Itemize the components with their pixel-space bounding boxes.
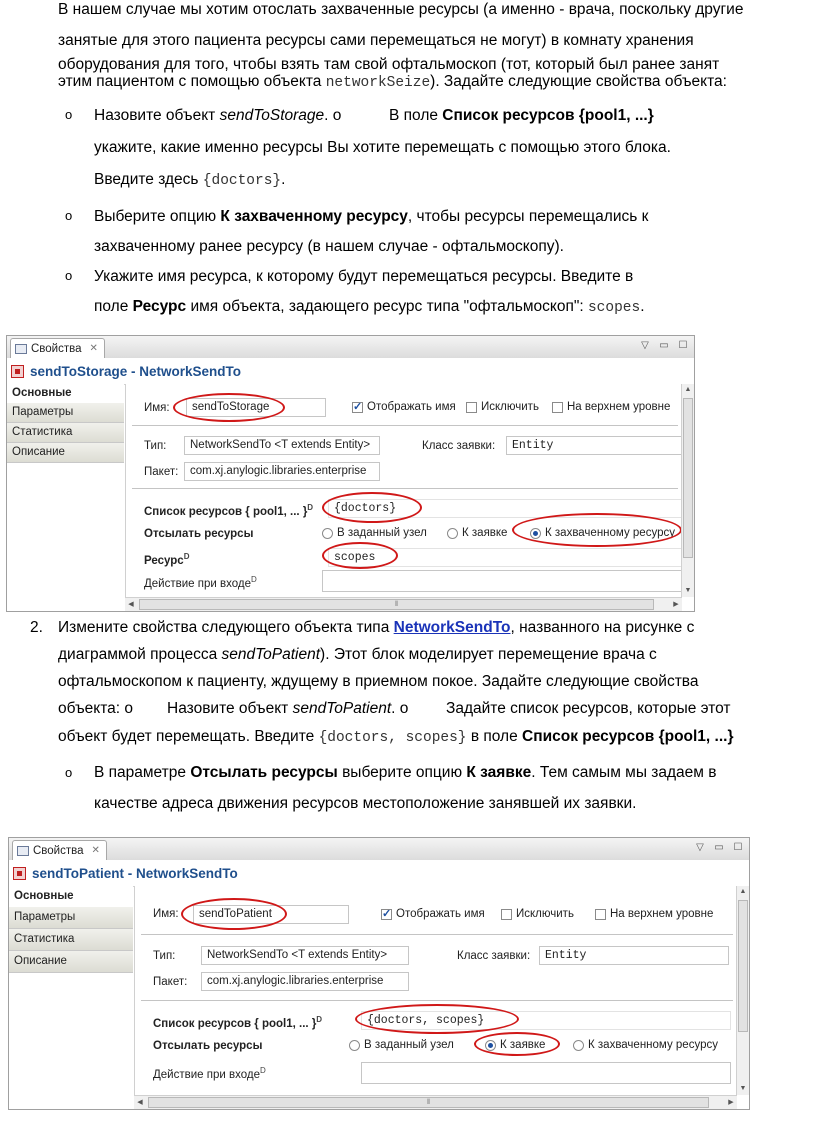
class-label: Класс заявки: [422, 440, 496, 452]
panel-main [125, 384, 682, 597]
code-doctors-scopes: {doctors, scopes} [318, 730, 467, 746]
b1-line2: укажите, какие именно ресурсы Вы хотите перемещать с помощью этого блока. [94, 139, 671, 156]
package-label: Пакет: [153, 976, 188, 988]
b1-post: . o [324, 107, 342, 124]
networksendto-link[interactable]: NetworkSendTo [393, 619, 511, 636]
panel-tabbar [9, 838, 749, 861]
s2-l1-pre: Измените свойства следующего объекта типа [58, 619, 394, 636]
sidebar-item-stats[interactable]: Статистика [9, 929, 133, 951]
scroll-right-icon[interactable]: ▶ [728, 1099, 734, 1106]
section-2-bullet-line-2 [94, 788, 636, 819]
highlight-oval-seized-resource [512, 513, 682, 547]
class-label: Класс заявки: [457, 950, 531, 962]
bullet-2-line-2 [94, 231, 564, 262]
bullet-marker-2: o [65, 208, 73, 223]
scroll-left-icon[interactable]: ◀ [137, 1099, 143, 1106]
s2-l4-post: . o [391, 700, 409, 717]
s2-l5-pre: объект будет перемещать. Введите [58, 728, 319, 745]
radio-to-seized-resource-label: К захваченному ресурсу [588, 1039, 718, 1051]
bullet-2-line-1 [94, 201, 648, 232]
radio-to-entity-label: К заявке [462, 527, 508, 539]
exclude-check[interactable] [501, 909, 512, 920]
block-icon [13, 867, 26, 880]
bullet-3-line-1 [94, 261, 633, 292]
send-resources-label: Отсылать ресурсы [144, 528, 254, 540]
b2-pre: Выберите опцию [94, 208, 221, 225]
resource-list-label-text: Список ресурсов { pool1, ... } [144, 505, 308, 518]
s2-b-bold1: Отсылать ресурсы [190, 764, 338, 781]
panel-sidebar [9, 886, 133, 1095]
s2-l4-mid: Назовите объект [167, 700, 293, 717]
highlight-oval-resource-list [355, 1004, 519, 1034]
dynamic-marker: D [307, 503, 314, 512]
radio-to-seized-resource[interactable] [573, 1039, 718, 1051]
on-enter-label [153, 1066, 266, 1081]
radio-to-entity-label: К заявке [500, 1039, 546, 1051]
s2-b-bold2: К заявке [466, 764, 532, 781]
s2-l2-name: sendToPatient [221, 646, 321, 663]
scroll-thumb[interactable]: ⦀ [139, 599, 654, 610]
scroll-thumb[interactable]: ⦀ [148, 1097, 709, 1108]
send-resources-label: Отсылать ресурсы [153, 1040, 263, 1052]
section-2-line-4a [58, 693, 133, 724]
b2-bold: К захваченному ресурсу [220, 208, 408, 225]
vertical-scrollbar[interactable] [736, 886, 749, 1095]
bullet-3-line-2 [94, 291, 645, 324]
name-field[interactable]: sendToPatient [193, 905, 349, 924]
on-enter-label [144, 575, 257, 590]
horizontal-scrollbar[interactable] [134, 1095, 737, 1109]
package-label: Пакет: [144, 466, 179, 478]
intro-line-4 [58, 66, 727, 99]
resource-label-text: Ресурс [144, 554, 184, 567]
exclude-check[interactable] [466, 402, 477, 413]
code-doctors: {doctors} [202, 173, 282, 189]
highlight-oval-resource-list [322, 492, 422, 523]
scroll-up-icon[interactable]: ▲ [739, 888, 747, 895]
maximize-icon[interactable]: ☐ [678, 339, 688, 351]
sidebar-item-main[interactable]: Основные [7, 384, 124, 403]
bullet-1-line-3 [94, 164, 285, 197]
intro-text-4b: ). Задайте следующие свойства объекта: [430, 73, 727, 90]
b1-pre: Назовите объект [94, 107, 220, 124]
scroll-down-icon[interactable]: ▼ [684, 587, 692, 594]
type-field: NetworkSendTo <T extends Entity> [184, 436, 380, 455]
top-level-check[interactable] [552, 402, 563, 413]
highlight-oval-resource [322, 542, 398, 569]
s2-l4-name: sendToPatient [292, 700, 392, 717]
top-level-checkbox[interactable] [552, 401, 670, 413]
radio-to-node[interactable] [349, 1039, 454, 1051]
resource-list-label-text: Список ресурсов { pool1, ... } [153, 1017, 317, 1030]
bullet-1-line-1 [94, 100, 341, 131]
exclude-checkbox[interactable] [501, 908, 574, 920]
block-icon [11, 365, 24, 378]
sidebar-item-description[interactable]: Описание [9, 951, 133, 973]
package-field: com.xj.anylogic.libraries.enterprise [184, 462, 380, 481]
panel-title: sendToStorage - NetworkSendTo [30, 363, 242, 379]
b1-field-pre: В поле [389, 107, 443, 124]
horizontal-scrollbar[interactable] [125, 597, 682, 611]
top-level-checkbox[interactable] [595, 908, 713, 920]
resource-list-field[interactable]: {doctors} [328, 499, 684, 518]
exclude-checkbox[interactable] [466, 401, 539, 413]
resource-list-label [153, 1015, 322, 1030]
bullet-1-line-2 [94, 132, 671, 163]
resource-list-field[interactable]: {doctors, scopes} [361, 1011, 731, 1030]
scroll-up-icon[interactable]: ▲ [684, 386, 692, 393]
section-2-line-4c [446, 693, 731, 724]
b2-post: , чтобы ресурсы перемещались к [407, 208, 649, 225]
s2-l3: офтальмоскопом к пациенту, ждущему в приемном покое. Задайте следующие свойства [58, 673, 699, 690]
panel-sidebar [7, 384, 124, 597]
window-buttons [640, 340, 688, 350]
section-2-line-5 [58, 721, 734, 754]
panel-title: sendToPatient - NetworkSendTo [32, 865, 238, 881]
s2-l5-bold: Список ресурсов {pool1, ...} [522, 728, 734, 745]
bullet-marker-3: o [65, 268, 73, 283]
close-icon[interactable]: ✕ [91, 845, 100, 856]
b1-field: Список ресурсов {pool1, ...} [442, 107, 654, 124]
divider [141, 934, 733, 935]
dynamic-marker: D [183, 552, 190, 561]
properties-tab[interactable] [10, 338, 105, 358]
b1-line3-pre: Введите здесь [94, 171, 203, 188]
s2-b-pre: В параметре [94, 764, 191, 781]
bullet-marker-1: o [65, 107, 73, 122]
resource-label [144, 552, 189, 567]
panel-header [7, 358, 694, 385]
scroll-right-icon[interactable]: ▶ [673, 601, 679, 608]
radio-to-seized-resource-dot[interactable] [573, 1040, 584, 1051]
show-name-label: Отображать имя [367, 401, 456, 413]
section-number: 2. [30, 619, 43, 636]
radio-to-entity-dot[interactable] [447, 528, 458, 539]
on-enter-label-text: Действие при входе [144, 577, 251, 590]
type-field: NetworkSendTo <T extends Entity> [201, 946, 409, 965]
dynamic-marker: D [259, 1066, 266, 1075]
b3-bold: Ресурс [132, 298, 187, 315]
b3-post: . [640, 298, 645, 315]
s2-b-mid: выберите опцию [337, 764, 467, 781]
name-label: Имя: [153, 908, 179, 920]
package-field: com.xj.anylogic.libraries.enterprise [201, 972, 409, 991]
sidebar-item-params[interactable]: Параметры [9, 907, 133, 929]
class-field[interactable]: Entity [506, 436, 686, 455]
view-menu-icon[interactable]: ▽ [696, 841, 704, 853]
s2-b-line2: качестве адреса движения ресурсов местоположение занявшей их заявки. [94, 795, 637, 812]
bullet-1-field [389, 100, 654, 131]
b1-line3-post: . [281, 171, 286, 188]
s2-l1-post: , названного на рисунке с [510, 619, 695, 636]
sidebar-item-params[interactable]: Параметры [7, 403, 124, 423]
vertical-scrollbar[interactable] [681, 384, 694, 597]
code-networkseize: networkSeize [325, 75, 431, 91]
radio-to-node-dot[interactable] [349, 1040, 360, 1051]
on-enter-field[interactable] [361, 1062, 731, 1084]
show-name-check[interactable] [381, 909, 392, 920]
minimize-icon[interactable]: ▭ [659, 339, 669, 351]
name-label: Имя: [144, 402, 170, 414]
section-2-bullet-line-1 [94, 757, 716, 788]
show-name-checkbox[interactable] [381, 908, 485, 920]
properties-icon [15, 344, 27, 354]
s2-l4-pre: объекта: o [58, 700, 134, 717]
radio-to-seized-resource-label: К захваченному ресурсу [545, 527, 675, 539]
resource-field[interactable]: scopes [328, 548, 684, 567]
divider [141, 1000, 733, 1001]
highlight-oval-to-entity [474, 1032, 560, 1056]
show-name-checkbox[interactable] [352, 401, 456, 413]
type-label: Тип: [144, 440, 167, 452]
exclude-label: Исключить [516, 908, 574, 920]
top-level-label: На верхнем уровне [567, 401, 671, 413]
dynamic-marker: D [250, 575, 257, 584]
type-label: Тип: [153, 950, 176, 962]
b3-line1: Укажите имя ресурса, к которому будут перемещаться ресурсы. Введите в [94, 268, 634, 285]
divider [132, 425, 678, 426]
top-level-label: На верхнем уровне [610, 908, 714, 920]
properties-tab[interactable] [12, 840, 107, 860]
b3-pre: поле [94, 298, 133, 315]
radio-to-node-label: В заданный узел [364, 1039, 454, 1051]
code-scopes: scopes [587, 300, 641, 316]
sidebar-item-main[interactable]: Основные [9, 886, 133, 907]
show-name-check[interactable] [352, 402, 363, 413]
b1-name: sendToStorage [219, 107, 325, 124]
b3-mid: имя объекта, задающего ресурс типа "офтальмоскоп": [186, 298, 588, 315]
intro-text-3: оборудования для того, чтобы взять там свой офтальмоскоп (тот, который был ранее занят [58, 56, 720, 73]
bullet-marker-4: o [65, 765, 73, 780]
radio-to-node-label: В заданный узел [337, 527, 427, 539]
panel-tabbar [7, 336, 694, 359]
panel-header [9, 860, 749, 887]
top-level-check[interactable] [595, 909, 606, 920]
on-enter-label-text: Действие при входе [153, 1068, 260, 1081]
s2-l5-mid: в поле [466, 728, 523, 745]
minimize-icon[interactable]: ▭ [714, 841, 724, 853]
class-field[interactable]: Entity [539, 946, 729, 965]
show-name-label: Отображать имя [396, 908, 485, 920]
scroll-thumb[interactable] [683, 398, 693, 558]
properties-tab-label: Свойства [33, 844, 84, 857]
scroll-thumb[interactable] [738, 900, 748, 1032]
s2-l2-pre: диаграммой процесса [58, 646, 222, 663]
s2-l2-post: ). Этот блок моделирует перемещение врача с [320, 646, 657, 663]
intro-text-4a: этим пациентом с помощью объекта [58, 73, 326, 90]
close-icon[interactable]: ✕ [89, 343, 98, 354]
radio-to-node[interactable] [322, 527, 427, 539]
scroll-left-icon[interactable]: ◀ [128, 601, 134, 608]
resource-list-label [144, 503, 313, 518]
highlight-oval-name [173, 393, 285, 422]
scroll-down-icon[interactable]: ▼ [739, 1085, 747, 1092]
intro-text-2: занятые для этого пациента ресурсы сами перемещаться не могут) в комнату хранения [58, 32, 694, 49]
on-enter-field[interactable] [322, 570, 686, 592]
properties-tab-label: Свойства [31, 342, 82, 355]
view-menu-icon[interactable]: ▽ [641, 339, 649, 351]
properties-panel-2 [8, 837, 750, 1110]
panel-main [134, 886, 737, 1095]
radio-to-entity[interactable] [447, 527, 507, 539]
maximize-icon[interactable]: ☐ [733, 841, 743, 853]
s2-b-post: . Тем самым мы задаем в [531, 764, 717, 781]
s2-l4-tail: Задайте список ресурсов, которые этот [446, 700, 731, 717]
radio-to-node-dot[interactable] [322, 528, 333, 539]
name-field[interactable]: sendToStorage [186, 398, 326, 417]
intro-line-1 [58, 0, 743, 25]
properties-icon [17, 846, 29, 856]
b2-line2: захваченному ранее ресурсу (в нашем случае - офтальмоскопу). [94, 238, 564, 255]
sidebar-item-stats[interactable]: Статистика [7, 423, 124, 443]
sidebar-item-description[interactable]: Описание [7, 443, 124, 463]
highlight-oval-name [181, 898, 287, 930]
intro-text-1: В нашем случае мы хотим отослать захваченные ресурсы (а именно - врача, поскольку другие [58, 1, 744, 18]
divider [132, 488, 678, 489]
section-2-line-1 [30, 612, 43, 643]
section-2-line-4b [167, 693, 408, 724]
exclude-label: Исключить [481, 401, 539, 413]
dynamic-marker: D [316, 1015, 323, 1024]
properties-panel-1 [6, 335, 695, 612]
window-buttons [695, 842, 743, 852]
